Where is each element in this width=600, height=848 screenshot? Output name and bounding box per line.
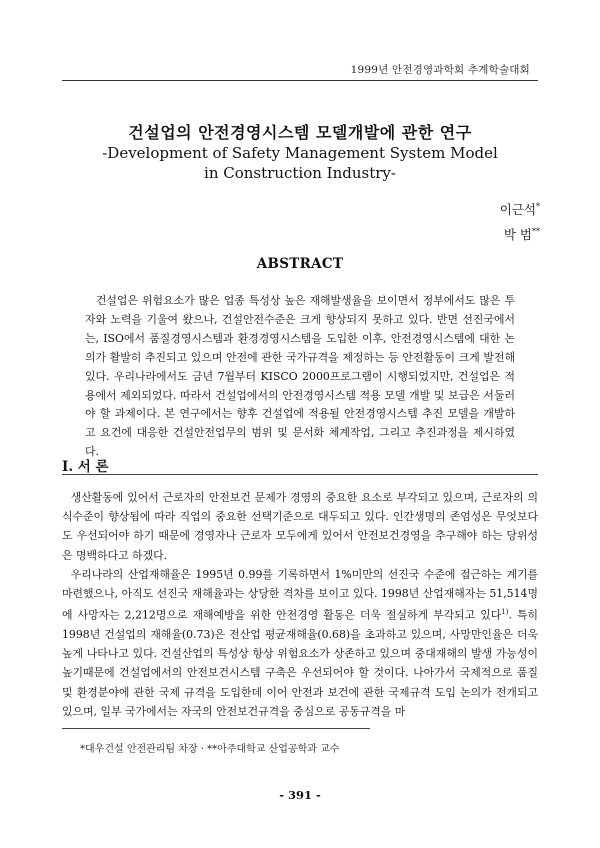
page-number: - 391 - <box>279 788 321 802</box>
introduction-paragraph-1: 생산활동에 있어서 근로자의 안전보건 문제가 경영의 중요한 요소로 부각되고 있으며, 근로자의 의식수준이 향상됨에 따라 직업의 중요한 선택기준으로 대두되고 있다. 인간생명의 존엄성은 무엇보다도 우선되어야 하기 때문에 경영자나 근로자 모두에게 있어서 안전보건경영을 추구해야 하는 당위성은 명백하다고 하겠다. <box>62 491 538 562</box>
footnote-rule <box>62 728 370 729</box>
english-title-line-1: -Development of Safety Management System Model <box>102 144 498 162</box>
author-2-mark: ** <box>532 227 540 237</box>
running-header: 1999년 안전경영과학회 추계학술대회 <box>350 64 530 76</box>
header-rule <box>62 80 538 81</box>
abstract-body: 건설업은 위험요소가 많은 업종 특성상 높은 재해발생율을 보이면서 정부에서도 많은 투자와 노력을 기울여 왔으나, 건설안전수준은 크게 향상되지 못하고 있다. 반면 선진국에서는, ISO에서 품질경영시스템과 환경경영시스템을 도입한 이후, 안전경영시스템에 대한 논의가 활발히 추진되고 있으며 안전에 관한 국가규격을 제정하는 등 안전활동이 크게 발전해 있다. 우리나라에서도 금년 7월부터 KISCO 2000프로그램이 시행되었지만, 건설업은 적용에서 제외되었다. 따라서 건설업에서의 안전경영시스템 적용 모델 개발 및 보급은 서둘러야 할 과제이다. 본 연구에서는 향후 건설업에 적용될 안전경영시스템 추진 모델을 개발하고 요건에 대응한 건설안전업무의 범위 및 문서화 체계작업, 그리고 추진과정을 제시하였다. <box>85 294 515 459</box>
reference-marker: 1) <box>501 608 509 617</box>
introduction-paragraph-2 <box>62 565 538 721</box>
paragraph-2-part-a: 우리나라의 산업재해율은 1995년 0.99를 기록하면서 1%미만의 선진국 수준에 접근하는 계기를 마련했으나, 아직도 선진국 재해율과는 상당한 격차를 보이고 있다. 1998년 산업재해자는 51,514명에 사망자는 2,212명으로 재해예방을 위한 안전경영 활동은 더욱 절실하게 부각되고 있다 <box>62 567 538 622</box>
paragraph-2-part-b: . 특히 1998년 건설업의 재해율(0.73)은 전산업 평균재해율(0.68)을 초과하고 있으며, 사망만인율은 더욱 높게 나타나고 있다. 건설산업의 특성상 항상 위험요소가 상존하고 있으며 중대재해의 발생 가능성이 높기때문에 건설업에서의 안전보건시스템 구축은 우선되어야 할 것이다. 나아가서 국제적으로 품질 및 환경분야에 관한 국제 규격을 도입한데 이어 안전과 보건에 관한 국제규격 도입 논의가 전개되고 있으며, 일부 국가에서는 자국의 안전보건규격을 중심으로 공동규격을 마 <box>62 608 538 718</box>
introduction-body <box>62 488 538 721</box>
author-2 <box>400 221 540 246</box>
abstract-heading: ABSTRACT <box>256 256 344 272</box>
author-1-mark: * <box>536 202 540 211</box>
author-2-name: 박 범 <box>503 227 532 243</box>
section-rule <box>62 474 538 475</box>
section-heading-introduction: I. 서 론 <box>62 459 109 475</box>
author-1-name: 이근석 <box>499 202 536 218</box>
author-list <box>400 196 540 246</box>
author-affiliation-footnote: *대우건설 안전관리팀 차장 · **아주대학교 산업공학과 교수 <box>80 744 340 755</box>
english-title-line-2: in Construction Industry- <box>204 164 396 182</box>
author-1 <box>400 196 540 221</box>
korean-title: 건설업의 안전경영시스템 모델개발에 관한 연구 <box>128 123 472 142</box>
